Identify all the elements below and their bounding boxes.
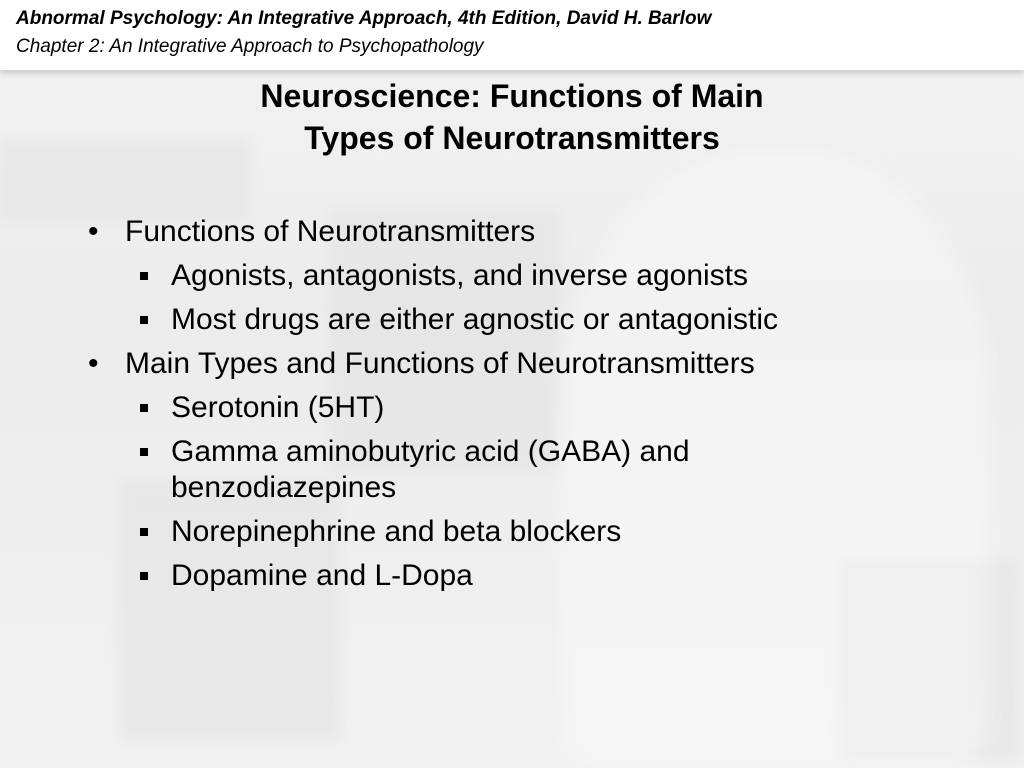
square-bullet-icon xyxy=(140,316,148,324)
bullet-text: Functions of Neurotransmitters xyxy=(125,215,536,248)
header-band xyxy=(0,0,1024,70)
bullet-dot-icon: • xyxy=(88,347,99,380)
sub-bullet-text: Serotonin (5HT) xyxy=(171,391,385,424)
sub-bullet-item xyxy=(88,390,968,426)
bullet-item xyxy=(88,214,968,250)
sub-bullet-item xyxy=(88,258,968,294)
sub-bullet-text: Agonists, antagonists, and inverse agonists xyxy=(171,259,749,292)
square-bullet-icon xyxy=(140,572,148,580)
sub-bullet-item xyxy=(88,514,968,550)
book-title: Abnormal Psychology: An Integrative Approach, 4th Edition, David H. Barlow xyxy=(16,8,712,29)
sub-bullet-text: Most drugs are either agnostic or antagonistic xyxy=(171,303,778,336)
square-bullet-icon xyxy=(140,448,148,456)
chapter-title: Chapter 2: An Integrative Approach to Psychopathology xyxy=(16,36,484,57)
sub-bullet-text: Norepinephrine and beta blockers xyxy=(171,515,622,548)
sub-bullet-item xyxy=(88,558,968,594)
square-bullet-icon xyxy=(140,528,148,536)
bullet-item xyxy=(88,346,968,382)
sub-bullet-item xyxy=(88,302,968,338)
square-bullet-icon xyxy=(140,272,148,280)
square-bullet-icon xyxy=(140,404,148,412)
sub-bullet-item xyxy=(88,434,851,506)
sub-bullet-text: Gamma aminobutyric acid (GABA) and benzodiazepines xyxy=(171,435,690,504)
slide-title xyxy=(0,75,1024,159)
sub-bullet-text: Dopamine and L-Dopa xyxy=(171,559,473,592)
bullet-list xyxy=(88,214,968,602)
slide-title-line2: Types of Neurotransmitters xyxy=(304,120,720,156)
bullet-dot-icon: • xyxy=(88,215,99,248)
bullet-text: Main Types and Functions of Neurotransmitters xyxy=(125,347,755,380)
slide-title-line1: Neuroscience: Functions of Main xyxy=(260,78,764,114)
